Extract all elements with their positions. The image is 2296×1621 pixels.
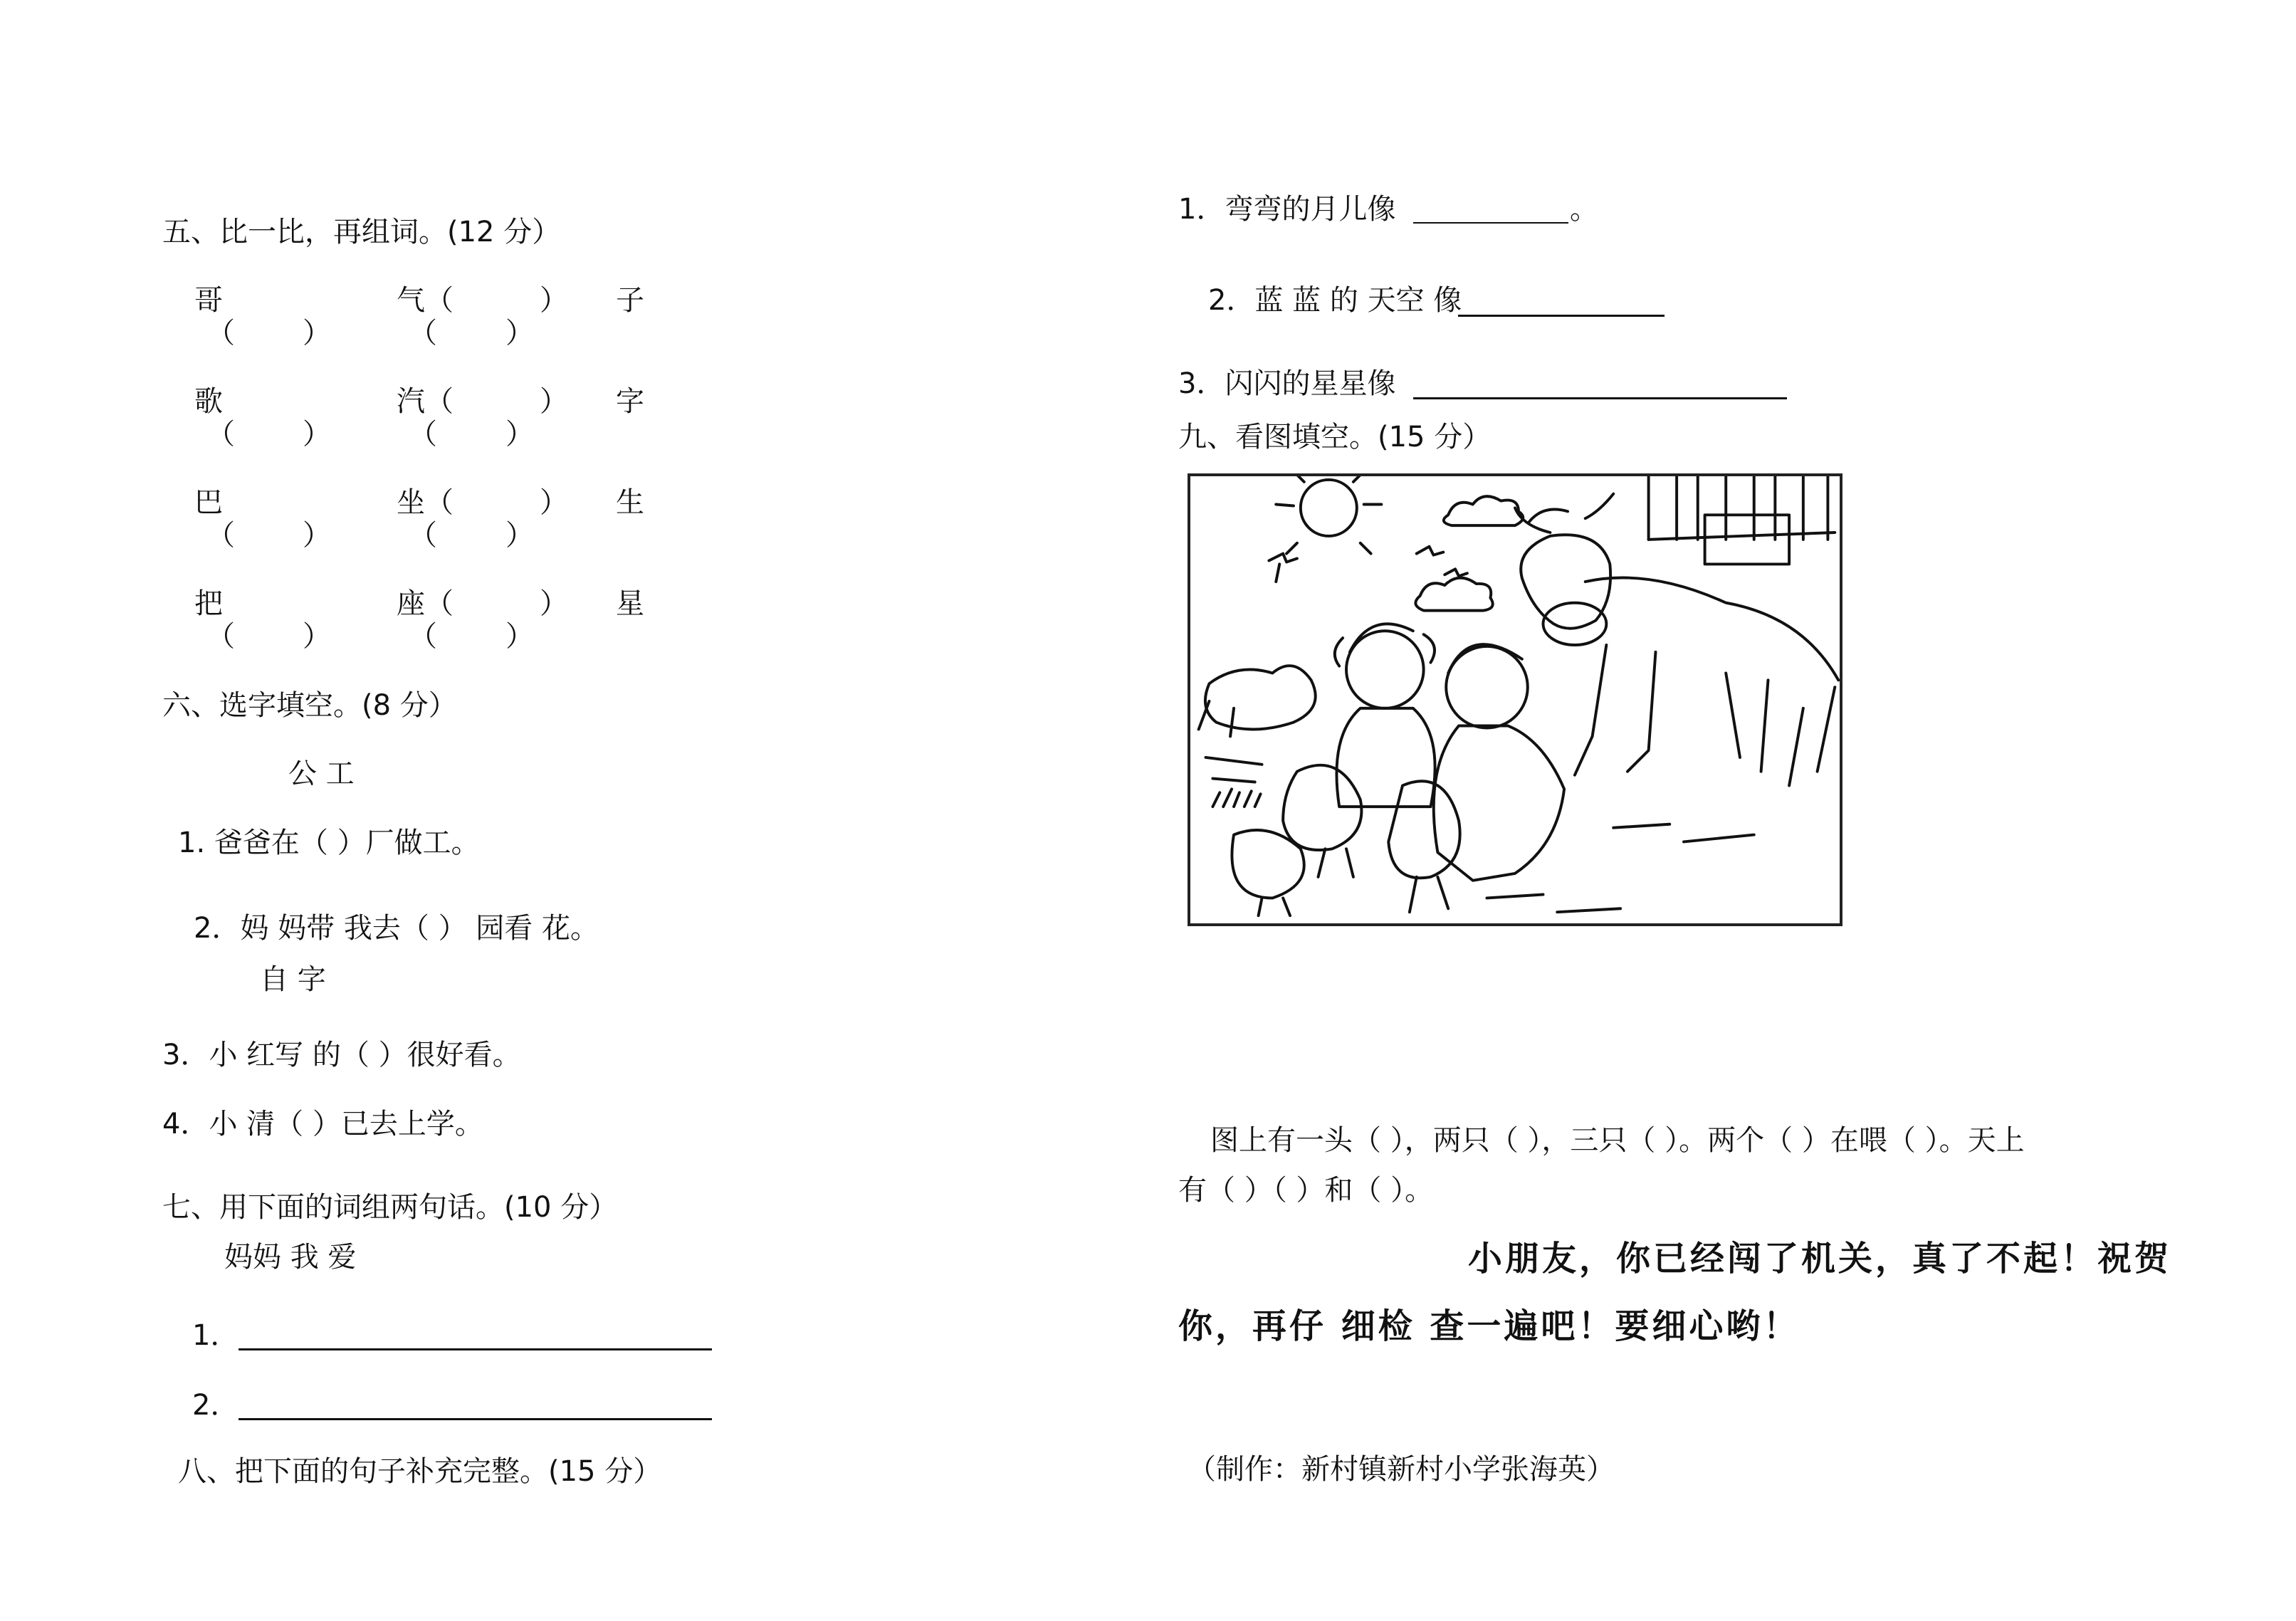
farm-scene-illustration xyxy=(1190,476,1840,923)
char-row3-col3: 生 xyxy=(616,486,644,519)
closing-message-line-1: 小朋友，你已经闯了机关，真了不起！祝贺 xyxy=(1468,1239,2172,1279)
blank-row4-c: （ xyxy=(409,620,437,653)
question-6-3: 3．小 红写 的（ ）很好看。 xyxy=(162,1039,521,1071)
blank-row3-c: （ xyxy=(409,519,437,552)
char-row3-col2: 坐（ xyxy=(397,486,454,519)
complete-1-text: 1．弯弯的月儿像 xyxy=(1178,193,1396,226)
char-row1-col3: 子 xyxy=(616,284,644,317)
blank-row4-b: ） xyxy=(303,620,331,653)
paren-row2-col2-close: ） xyxy=(540,385,568,418)
section-8-title: 八、把下面的句子补充完整。(15 分） xyxy=(178,1455,662,1488)
section-5-title: 五、比一比，再组词。(12 分） xyxy=(162,216,561,248)
char-row4-col2: 座（ xyxy=(397,587,454,620)
paren-row3-col2-close: ） xyxy=(540,486,568,519)
sentence-1-number: 1． xyxy=(192,1319,239,1352)
blank-row4-d: ） xyxy=(505,620,534,653)
section-9-title: 九、看图填空。(15 分） xyxy=(1178,421,1492,453)
paren-row1-col2-close: ） xyxy=(540,284,568,317)
char-row3-col1: 巴 xyxy=(194,486,223,519)
blank-row2-c: （ xyxy=(409,418,437,451)
char-row2-col1: 歌 xyxy=(194,385,223,418)
complete-3-text: 3．闪闪的星星像 xyxy=(1178,367,1396,400)
blank-row2-a: （ xyxy=(206,418,235,451)
blank-row4-a: （ xyxy=(206,620,235,653)
complete-2-line xyxy=(1458,315,1665,317)
blank-row1-a: （ xyxy=(206,317,235,350)
sentence-2-line xyxy=(238,1418,712,1420)
blank-row1-b: ） xyxy=(303,317,331,350)
question-6-2: 2．妈 妈带 我去（ ） 园看 花。 xyxy=(194,912,599,945)
blank-row3-b: ） xyxy=(303,519,331,552)
sentence-2-number: 2． xyxy=(192,1389,239,1422)
blank-row1-c: （ xyxy=(409,317,437,350)
blank-row3-d: ） xyxy=(505,519,534,552)
char-row2-col2: 汽（ xyxy=(397,385,454,418)
picture-question-line-1: 图上有一头（ ），两只（ ），三只（ ）。两个（ ）在喂（ ）。天上 xyxy=(1210,1124,2025,1157)
section-7-title: 七、用下面的词组两句话。(10 分） xyxy=(162,1191,618,1224)
blank-row2-b: ） xyxy=(303,418,331,451)
choice-words-2: 自 字 xyxy=(260,963,326,996)
author-credit: （制作：新村镇新村小学张海英） xyxy=(1188,1453,1615,1486)
complete-2-text: 2．蓝 蓝 的 天空 像 xyxy=(1208,284,1462,317)
char-row4-col3: 星 xyxy=(616,587,644,620)
char-row4-col1: 把 xyxy=(194,587,223,620)
farm-scene-picture xyxy=(1188,473,1842,926)
choice-words-1: 公 工 xyxy=(288,757,355,790)
char-row1-col2: 气（ xyxy=(397,284,454,317)
char-row2-col3: 字 xyxy=(616,385,644,418)
paren-row4-col2-close: ） xyxy=(540,587,568,620)
closing-message-line-2: 你，再仔 细检 查一遍吧！要细心哟！ xyxy=(1178,1306,1800,1346)
blank-row3-a: （ xyxy=(206,519,235,552)
question-6-4: 4．小 清（ ）已去上学。 xyxy=(162,1108,483,1140)
section-6-title: 六、选字填空。(8 分） xyxy=(162,689,457,722)
sentence-1-line xyxy=(238,1348,712,1350)
blank-row1-d: ） xyxy=(505,317,534,350)
blank-row2-d: ） xyxy=(505,418,534,451)
question-6-1: 1. 爸爸在（ ）厂做工。 xyxy=(178,827,480,859)
complete-3-line xyxy=(1413,397,1787,399)
complete-1-end: 。 xyxy=(1570,193,1598,226)
complete-1-line xyxy=(1413,222,1568,224)
picture-question-line-2: 有（ ）（ ）和（ ）。 xyxy=(1178,1174,1434,1207)
word-list: 妈妈 我 爱 xyxy=(224,1241,357,1274)
char-row1-col1: 哥 xyxy=(194,284,223,317)
